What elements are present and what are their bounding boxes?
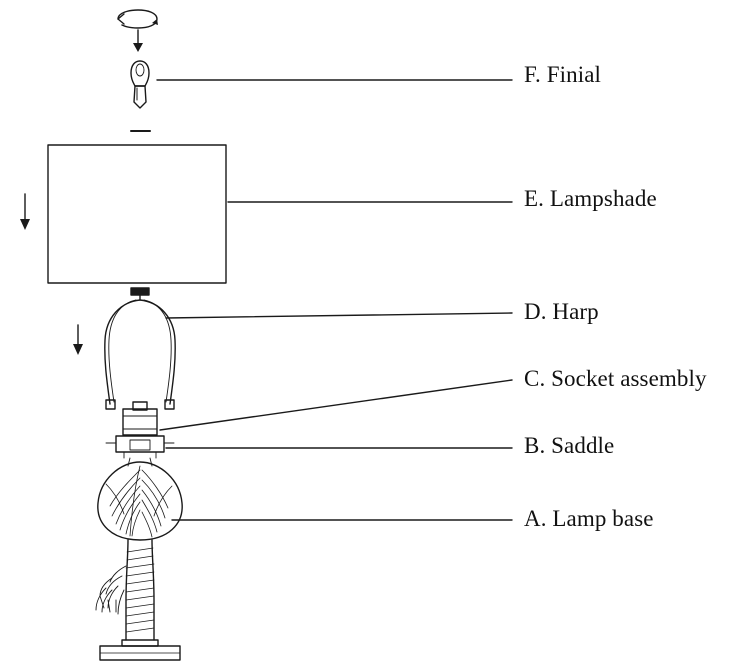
- leader-line-harp: [166, 313, 512, 318]
- label-lampshade: E. Lampshade: [524, 186, 657, 211]
- rotation-arrow-icon: [118, 10, 158, 28]
- lamp-base-part: [96, 458, 182, 660]
- lampshade-part: [48, 145, 226, 283]
- saddle-part: [106, 436, 174, 458]
- install-arrow-lampshade-icon: [20, 194, 30, 230]
- harp-part: [105, 288, 175, 409]
- label-harp: D. Harp: [524, 299, 599, 324]
- label-lamp-base: A. Lamp base: [524, 506, 654, 531]
- label-saddle: B. Saddle: [524, 433, 615, 458]
- install-arrow-finial-icon: [133, 30, 143, 52]
- leader-line-socket: [160, 380, 512, 430]
- finial-part: [131, 61, 149, 108]
- label-socket-assembly: C. Socket assembly: [524, 366, 707, 391]
- socket-assembly-part: [123, 402, 157, 435]
- label-finial: F. Finial: [524, 62, 602, 87]
- install-arrow-harp-icon: [73, 325, 83, 355]
